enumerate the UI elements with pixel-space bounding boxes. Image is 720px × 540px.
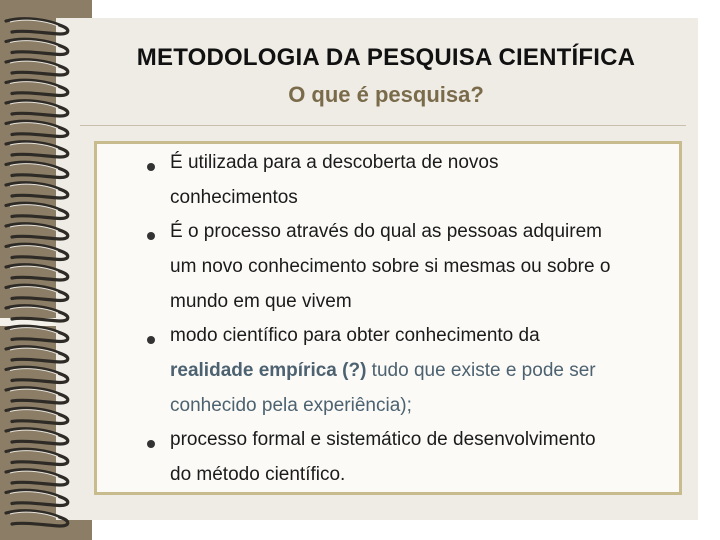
bullet-dot-icon (147, 440, 155, 448)
slide-title: METODOLOGIA DA PESQUISA CIENTÍFICA (136, 44, 636, 71)
bullet-3-line-2-rest: tudo que existe e pode ser (366, 360, 596, 381)
bullet-4-line-2: do método científico. (170, 464, 346, 485)
content-frame (94, 141, 682, 495)
bullet-3-line-2 (170, 360, 596, 382)
bullet-2-line-1: É o processo através do qual as pessoas adquirem (170, 221, 602, 242)
emphasis-text: realidade empírica (?) (170, 360, 367, 381)
bullet-1-line-2: conhecimentos (170, 187, 298, 208)
bullet-1-line-1: É utilizada para a descoberta de novos (170, 152, 499, 173)
bullet-2-line-2: um novo conhecimento sobre si mesmas ou sobre o (170, 256, 611, 277)
bullet-4-line-1: processo formal e sistemático de desenvolvimento (170, 429, 596, 450)
bullet-dot-icon (147, 232, 155, 240)
bullet-dot-icon (147, 336, 155, 344)
title-divider (80, 125, 686, 126)
spiral-binding-rings (0, 0, 92, 540)
bullet-3-line-3: conhecido pela experiência); (170, 395, 412, 416)
bullet-3-line-1: modo científico para obter conhecimento da (170, 325, 540, 346)
bullet-2-line-3: mundo em que vivem (170, 291, 352, 312)
slide-subtitle: O que é pesquisa? (288, 82, 484, 107)
bullet-dot-icon (147, 163, 155, 171)
